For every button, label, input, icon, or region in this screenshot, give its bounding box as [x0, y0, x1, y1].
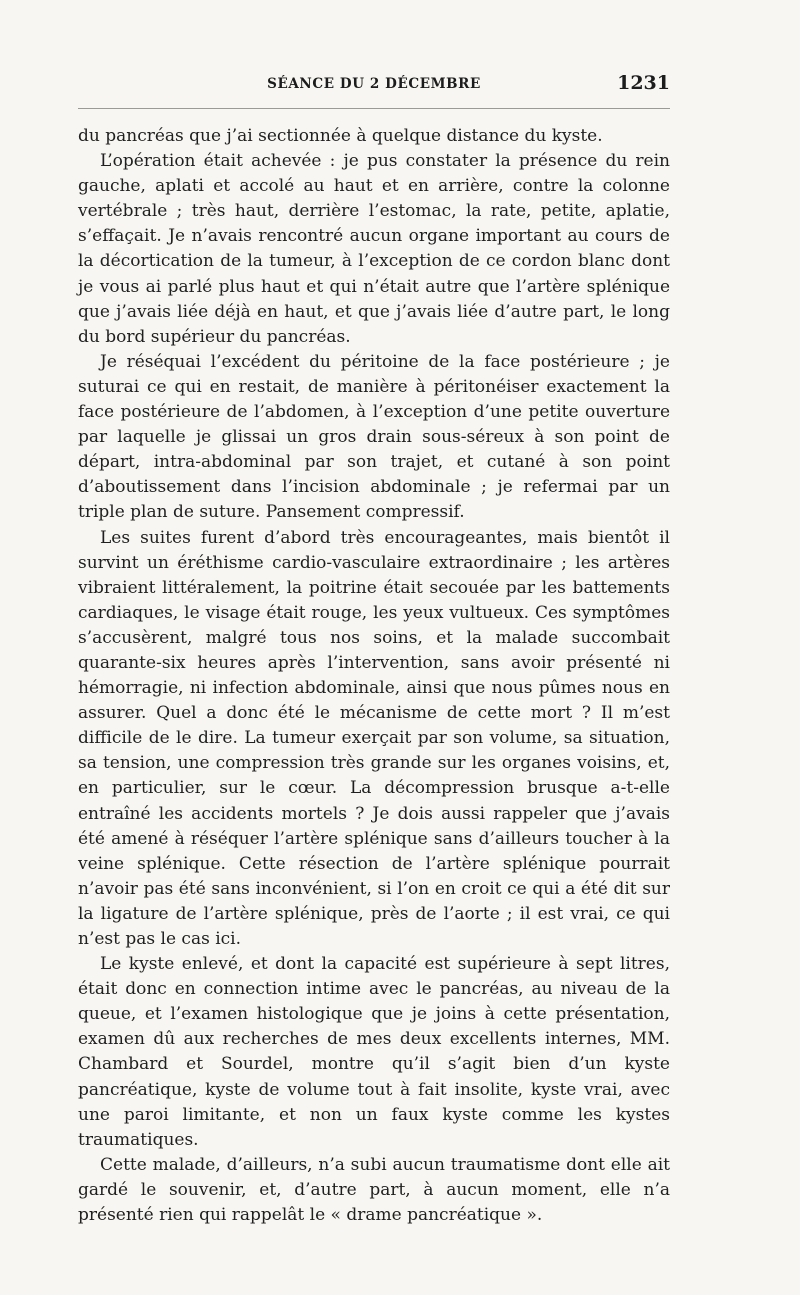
paragraph-continued: du pancréas que j’ai sectionnée à quelque distance du kyste. — [78, 126, 603, 146]
page-header — [78, 74, 670, 96]
paragraph: Cette malade, d’ailleurs, n’a subi aucun traumatisme dont elle ait gardé le souvenir, et, d’autre part, à aucun moment, elle n’a présenté rien qui rappelât le « drame pancréatique ». — [78, 1154, 670, 1226]
page-number: 1231 — [617, 72, 670, 94]
paragraph: L’opération était achevée : je pus constater la présence du rein gauche, aplati et accolé au haut et en arrière, contre la colonne vertébrale ; très haut, derrière l’estomac, la rate, petite, aplatie, s’effaçait. Je n’avais rencontré aucun organe important au cours de la décortication de la tumeur, à l’exception de ce cordon blanc dont je vous ai parlé plus haut et qui n’était autre que l’artère splénique que j’avais liée déjà en haut, et que j’avais liée d’autre part, le long du bord supérieur du pancréas. — [78, 151, 670, 347]
header-rule — [78, 108, 670, 109]
running-head: SÉANCE DU 2 DÉCEMBRE — [267, 76, 481, 92]
body-text — [78, 124, 670, 1228]
paragraph: Les suites furent d’abord très encourageantes, mais bientôt il survint un éréthisme cardio-vasculaire extraordinaire ; les artères vibraient littéralement, la poitrine était secouée par les battements cardiaques, le visage était rouge, les yeux vultueux. Ces symptômes s’accusèrent, malgré tous nos soins, et la malade succombait quarante-six heures après l’intervention, sans avoir présenté ni hémorragie, ni infection abdominale, ainsi que nous pûmes nous en assurer. Quel a donc été le mécanisme de cette mort ? Il m’est difficile de le dire. La tumeur exerçait par son volume, sa situation, sa tension, une compression très grande sur les organes voisins, et, en particulier, sur le cœur. La décompression brusque a-t-elle entraîné les accidents mortels ? Je dois aussi rappeler que j’avais été amené à réséquer l’artère splénique sans d’ailleurs toucher à la veine splénique. Cette résection de l’artère splénique pourrait n’avoir pas été sans inconvénient, si l’on en croit ce qui a été dit sur la ligature de l’artère splénique, près de l’aorte ; il est vrai, ce qui n’est pas le cas ici. — [78, 527, 670, 949]
paragraph: Le kyste enlevé, et dont la capacité est supérieure à sept litres, était donc en connection intime avec le pancréas, au niveau de la queue, et l’examen histologique que je joins à cette présentation, examen dû aux recherches de mes deux excellents internes, MM. Chambard et Sourdel, montre qu’il s’agit bien d’un kyste pancréatique, kyste de volume tout à fait insolite, kyste vrai, avec une paroi limitante, et non un faux kyste comme les kystes traumatiques. — [78, 954, 670, 1150]
paragraph: Je réséquai l’excédent du péritoine de la face postérieure ; je suturai ce qui en restait, de manière à péritonéiser exactement la face postérieure de l’abdomen, à l’exception d’une petite ouverture par laquelle je glissai un gros drain sous-séreux à son point de départ, intra-abdominal par son trajet, et cutané à son point d’aboutissement dans l’incision abdominale ; je refermai par un triple plan de suture. Pansement compressif. — [78, 351, 670, 523]
